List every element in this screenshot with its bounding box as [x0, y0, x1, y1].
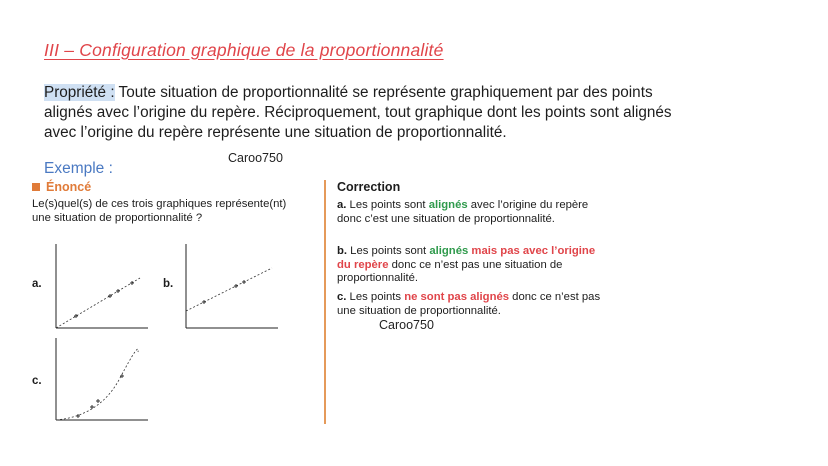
correction-c-label: c. [337, 291, 347, 303]
correction-b-green: alignés [429, 245, 469, 257]
graph-c-point [96, 399, 100, 403]
graph-c-curve [56, 349, 138, 420]
graph-b [180, 244, 280, 336]
enonce-question: Le(s)quel(s) de ces trois graphiques représente(nt) une situation de proportionnalité ? [32, 198, 287, 224]
correction-a-text1: Les points sont [346, 199, 429, 211]
correction-b-text2: donc ce n’est pas une situation de proportionnalité. [337, 258, 563, 284]
correction-heading: Correction [337, 180, 401, 194]
correction-a-label: a. [337, 199, 347, 211]
watermark-top: Caroo750 [228, 151, 283, 165]
graph-label-a: a. [32, 278, 42, 290]
graph-a-point [130, 281, 134, 285]
graph-c-point [90, 405, 94, 409]
enonce-heading-text: Énoncé [46, 180, 92, 194]
enonce-heading [32, 180, 91, 194]
graph-label-b: b. [163, 278, 174, 290]
graph-b-point [234, 284, 238, 288]
enonce-square-icon [32, 183, 40, 191]
graph-c-points [76, 374, 124, 418]
propriete-label: Propriété : [44, 84, 115, 101]
correction-b-text1: Les points sont [347, 245, 430, 257]
propriete-text: Toute situation de proportionnalité se représente graphiquement par des points alignés avec l’origine du repère. Réciproquement, tout graphique dont les points sont alignés avec l’origine du repère représente une situation de proportionnalité. [44, 84, 672, 141]
graph-a [50, 244, 150, 336]
correction-b-label: b. [337, 245, 348, 257]
graph-c [50, 338, 150, 426]
graph-label-c: c. [32, 375, 42, 387]
correction-c-text2: donc ce n’est pas une situation de proportionnalité. [337, 291, 601, 317]
propriete-paragraph [44, 83, 704, 143]
graph-a-point [74, 314, 78, 318]
graph-b-point [242, 280, 246, 284]
correction-c-text1: Les points [346, 291, 405, 303]
column-divider [324, 180, 326, 424]
graph-a-trend-line [56, 278, 140, 328]
watermark-bottom: Caroo750 [379, 318, 434, 332]
graph-a-point [116, 289, 120, 293]
correction-c-red: ne sont pas alignés [404, 291, 510, 303]
exemple-label: Exemple : [44, 160, 113, 177]
correction-c [337, 291, 609, 318]
graph-b-trend-line [186, 268, 272, 311]
correction-b-red: mais pas avec l’origine du repère [337, 245, 596, 271]
correction-b [337, 245, 609, 286]
correction-a [337, 199, 609, 226]
graph-b-point [202, 300, 206, 304]
correction-a-green: alignés [428, 199, 468, 211]
correction-a-text2: avec l’origine du repère donc c’est une situation de proportionnalité. [337, 199, 589, 225]
section-title: III – Configuration graphique de la proportionnalité [44, 40, 444, 60]
graph-b-points [202, 280, 246, 304]
